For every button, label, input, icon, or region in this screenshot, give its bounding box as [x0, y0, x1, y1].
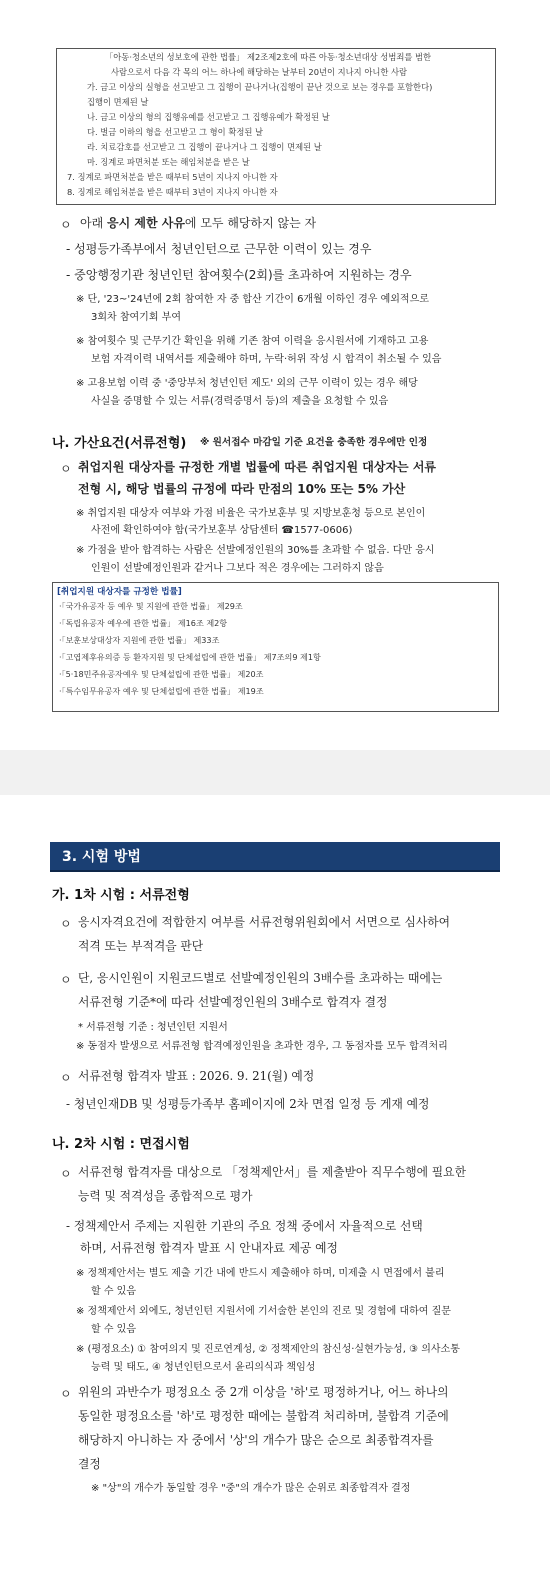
- restriction-note: 3회차 참여기회 부여: [91, 312, 181, 323]
- law-item: ·「고엽제후유의증 등 환자지원 및 단체설립에 관한 법률」 제7조의9 제1항: [59, 652, 321, 662]
- restriction-sub: - 성평등가족부에서 청년인턴으로 근무한 이력이 있는 경우: [66, 242, 372, 256]
- bonus-heading-note: ※ 원서접수 마감일 기준 요건을 충족한 경우에만 인정: [200, 437, 428, 448]
- restriction-note: 보험 자격이력 내역서를 제출해야 하며, 누락·허위 작성 시 합격이 취소될 수 있음: [91, 354, 442, 365]
- page-gap: [0, 750, 550, 795]
- bonus-note: ※ 가점을 받아 합격하는 사람은 선발예정인원의 30%를 초과할 수 없음. 다만 응시: [76, 545, 435, 556]
- circle-bullet-icon: ㅇ: [60, 218, 72, 232]
- box-line: 라. 치료감호를 선고받고 그 집행이 끝나거나 그 집행이 면제된 날: [87, 142, 322, 152]
- bonus-line: 취업지원 대상자를 규정한 개별 법률에 따른 취업지원 대상자는 서류: [78, 460, 437, 474]
- first-exam-sub: - 청년인재DB 및 성평등가족부 홈페이지에 2차 면접 일정 등 게재 예정: [66, 1097, 430, 1111]
- bonus-line: 전형 시, 해당 법률의 규정에 따라 만점의 10% 또는 5% 가산: [78, 482, 406, 496]
- law-item: ·「보훈보상대상자 지원에 관한 법률」 제33조: [59, 635, 220, 645]
- first-exam-text: 적격 또는 부적격을 판단: [78, 939, 204, 953]
- box-line: 사람으로서 다음 각 목의 어느 하나에 해당하는 날부터 20년이 지나지 아니한 사람: [111, 67, 408, 77]
- box-line: 다. 벌금 이하의 형을 선고받고 그 형이 확정된 날: [87, 127, 264, 137]
- laws-box: [52, 582, 499, 712]
- first-exam-text: 응시자격요건에 적합한지 여부를 서류전형위원회에서 서면으로 심사하여: [78, 915, 451, 929]
- second-exam-text: 위원의 과반수가 평정요소 중 2개 이상을 '하'로 평정하거나, 어느 하나의: [78, 1385, 449, 1399]
- box-line: 나. 금고 이상의 형의 집행유예를 선고받고 그 집행유예가 확정된 날: [87, 112, 330, 122]
- restriction-sub: - 중앙행정기관 청년인턴 참여횟수(2회)를 초과하여 지원하는 경우: [66, 268, 412, 282]
- second-exam-text: 해당하지 아니하는 자 중에서 '상'의 개수가 많은 순으로 최종합격자를: [78, 1433, 434, 1447]
- second-exam-note: ※ "상"의 개수가 동일할 경우 "중"의 개수가 많은 순위로 최종합격자 결정: [91, 1483, 411, 1494]
- first-exam-text: 단, 응시인원이 지원코드별로 선발예정인원의 3배수를 초과하는 때에는: [78, 971, 443, 985]
- law-item: ·「특수임무유공자 예우 및 단체설립에 관한 법률」 제19조: [59, 686, 264, 696]
- box-line: 가. 금고 이상의 실형을 선고받고 그 집행이 끝나거나(집행이 끝난 것으로 보는 경우를 포함한다): [87, 82, 433, 92]
- restriction-note: ※ 고용보험 이력 중 '중앙부처 청년인턴 제도' 외의 근무 이력이 있는 경우 해당: [76, 378, 418, 389]
- second-exam-sub: - 정책제안서 주제는 지원한 기관의 주요 정책 중에서 자율적으로 선택: [66, 1219, 423, 1233]
- box-line: 마. 징계로 파면처분 또는 해임처분을 받은 날: [87, 157, 250, 167]
- circle-bullet-icon: ㅇ: [60, 917, 72, 931]
- first-exam-text: 서류전형 기준*에 따라 선발예정인원의 3배수로 합격자 결정: [78, 995, 388, 1009]
- circle-bullet-icon: ㅇ: [60, 1071, 72, 1085]
- laws-box-title: [취업지원 대상자를 규정한 법률]: [57, 587, 182, 597]
- section-title: 3. 시험 방법: [62, 849, 141, 865]
- first-exam-note: ※ 동점자 발생으로 서류전형 합격예정인원을 초과한 경우, 그 동점자를 모두 합격처리: [76, 1041, 448, 1052]
- bonus-note: ※ 취업지원 대상자 여부와 가점 비율은 국가보훈부 및 지방보훈청 등으로 본인이: [76, 508, 426, 519]
- law-item: ·「국가유공자 등 예우 및 지원에 관한 법률」 제29조: [59, 601, 243, 611]
- circle-bullet-icon: ㅇ: [60, 1387, 72, 1401]
- second-exam-note: ※ 정책제안서 외에도, 청년인턴 지원서에 기서술한 본인의 진로 및 경험에 대하여 질문: [76, 1306, 451, 1317]
- section-title-bar: [50, 842, 500, 872]
- first-exam-heading: 가. 1차 시험 : 서류전형: [52, 888, 190, 903]
- bonus-note: 사전에 확인하여야 함(국가보훈부 상담센터 ☎1577-0606): [91, 525, 353, 536]
- circle-bullet-icon: ㅇ: [60, 462, 72, 476]
- second-exam-note: 할 수 있음: [91, 1286, 136, 1297]
- bonus-note: 인원이 선발예정인원과 같거나 그보다 적은 경우에는 그러하지 않음: [91, 563, 384, 574]
- second-exam-text: 동일한 평정요소를 '하'로 평정한 때에는 불합격 처리하며, 불합격 기준에: [78, 1409, 449, 1423]
- second-exam-note: ※ (평정요소) ① 참여의지 및 진로연계성, ② 정책제안의 참신성·실현가능성, ③ 의사소통: [76, 1344, 460, 1355]
- second-exam-text: 결정: [78, 1457, 101, 1471]
- box-line: 7. 징계로 파면처분을 받은 때부터 5년이 지나지 아니한 자: [67, 172, 278, 182]
- circle-bullet-icon: ㅇ: [60, 973, 72, 987]
- second-exam-text: 능력 및 적격성을 종합적으로 평가: [78, 1189, 253, 1203]
- first-exam-text: 서류전형 합격자 발표 : 2026. 9. 21(월) 예정: [78, 1069, 315, 1083]
- first-exam-note: * 서류전형 기준 : 청년인턴 지원서: [78, 1022, 228, 1033]
- second-exam-sub: 하며, 서류전형 합격자 발표 시 안내자료 제공 예정: [80, 1241, 338, 1255]
- second-exam-note: ※ 정책제안서는 별도 제출 기간 내에 반드시 제출해야 하며, 미제출 시 면접에서 불리: [76, 1268, 445, 1279]
- law-item: ·「5·18민주유공자예우 및 단체설립에 관한 법률」 제20조: [59, 669, 264, 679]
- restriction-note: ※ 참여횟수 및 근무기간 확인을 위해 기존 참여 이력을 응시원서에 기재하고 고용: [76, 336, 429, 347]
- restriction-note: 사실을 증명할 수 있는 서류(경력증명서 등)의 제출을 요청할 수 있음: [91, 396, 389, 407]
- restriction-heading: 아래 응시 제한 사유에 모두 해당하지 않는 자: [80, 216, 317, 230]
- second-exam-note: 할 수 있음: [91, 1324, 136, 1335]
- restriction-note: ※ 단, '23~'24년에 2회 참여한 자 중 합산 기간이 6개월 이하인 경우 예외적으로: [76, 294, 429, 305]
- bonus-heading: 나. 가산요건(서류전형): [52, 436, 187, 451]
- law-item: ·「독립유공자 예우에 관한 법률」 제16조 제2항: [59, 618, 228, 628]
- box-line: 「아동·청소년의 성보호에 관한 법률」 제2조제2호에 따른 아동·청소년대상 성범죄를 범한: [105, 52, 432, 62]
- box-line: 집행이 면제된 날: [87, 97, 149, 107]
- second-exam-heading: 나. 2차 시험 : 면접시험: [52, 1137, 190, 1152]
- second-exam-text: 서류전형 합격자를 대상으로 「정책제안서」를 제출받아 직무수행에 필요한: [78, 1165, 466, 1179]
- circle-bullet-icon: ㅇ: [60, 1167, 72, 1181]
- second-exam-note: 능력 및 태도, ④ 청년인턴으로서 윤리의식과 책임성: [91, 1362, 316, 1373]
- disqualification-box: [56, 48, 496, 205]
- box-line: 8. 징계로 해임처분을 받은 때부터 3년이 지나지 아니한 자: [67, 187, 278, 197]
